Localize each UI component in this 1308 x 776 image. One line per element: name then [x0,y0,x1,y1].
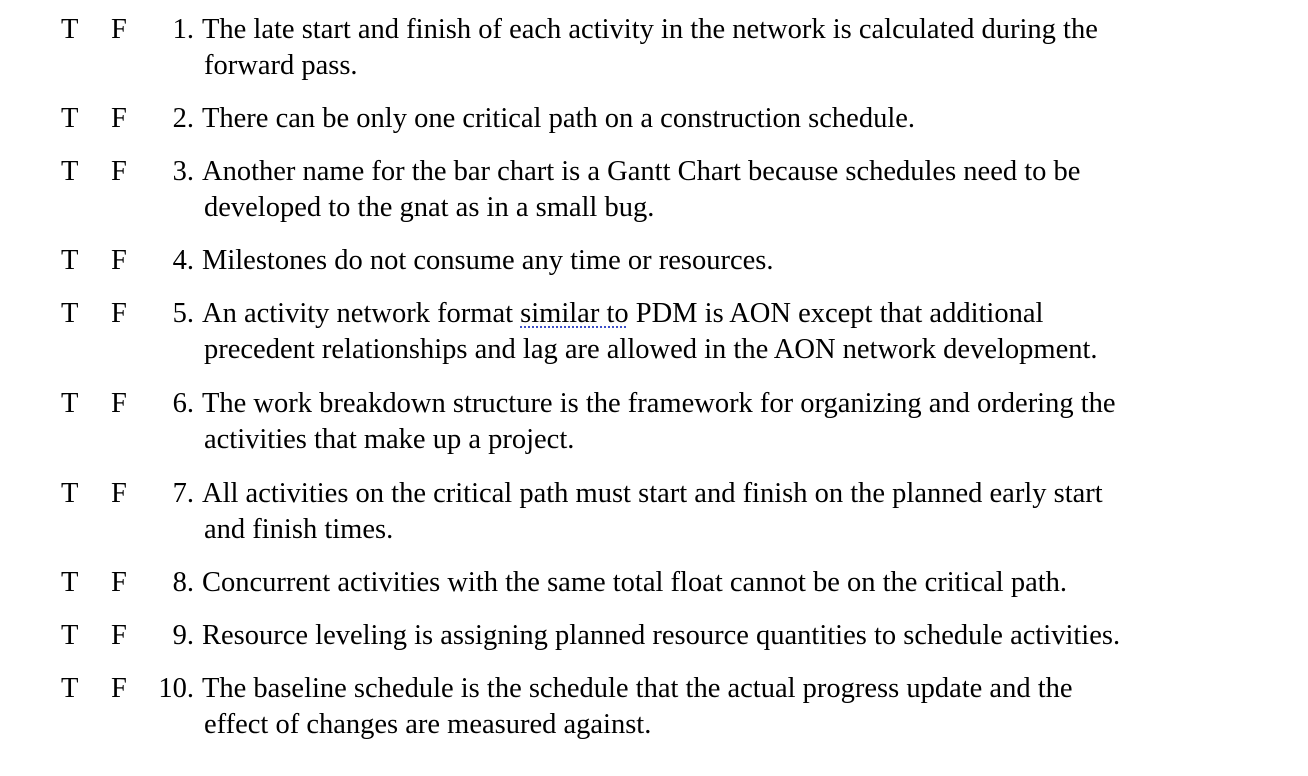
question-text [202,296,1262,368]
question-text-fragment: PDM is AON except that additional [628,298,1044,329]
question-line: and finish times. [204,514,394,545]
question-text [202,476,1262,548]
question-line [202,296,1262,332]
question-number: 4. [172,245,194,276]
question-number: 6. [172,388,194,419]
true-option[interactable]: T [61,156,79,187]
question-line: activities that make up a project. [204,424,575,455]
question-number: 10. [158,673,194,704]
question-number: 1. [172,14,194,45]
true-option[interactable]: T [61,388,79,419]
true-option[interactable]: T [61,14,79,45]
question-number: 5. [172,298,194,329]
true-option[interactable]: T [61,245,79,276]
question-line: Milestones do not consume any time or resources. [202,245,774,276]
false-option[interactable]: F [111,298,127,329]
question-line: Concurrent activities with the same total float cannot be on the critical path. [202,567,1068,598]
question-text [202,671,1262,743]
false-option[interactable]: F [111,620,127,651]
false-option[interactable]: F [111,673,127,704]
false-option[interactable]: F [111,478,127,509]
question-text [202,12,1262,84]
question-line: The late start and finish of each activity in the network is calculated during the [202,14,1098,45]
false-option[interactable]: F [111,567,127,598]
question-line: The work breakdown structure is the framework for organizing and ordering the [202,388,1116,419]
question-line: Resource leveling is assigning planned resource quantities to schedule activities. [202,620,1121,651]
question-number: 3. [172,156,194,187]
true-option[interactable]: T [61,567,79,598]
question-text [202,101,1262,137]
false-option[interactable]: F [111,388,127,419]
question-number: 8. [172,567,194,598]
true-option[interactable]: T [61,673,79,704]
question-text [202,386,1262,458]
spelling-marked-phrase[interactable]: similar to [520,298,629,329]
false-option[interactable]: F [111,103,127,134]
question-line: The baseline schedule is the schedule that the actual progress update and the [202,673,1073,704]
question-line: There can be only one critical path on a construction schedule. [202,103,916,134]
question-line: Another name for the bar chart is a Gantt Chart because schedules need to be [202,156,1081,187]
true-option[interactable]: T [61,478,79,509]
question-text-fragment: An activity network format [202,298,521,329]
false-option[interactable]: F [111,156,127,187]
true-option[interactable]: T [61,620,79,651]
question-line: forward pass. [204,50,358,81]
false-option[interactable]: F [111,245,127,276]
question-text [202,154,1262,226]
question-text [202,618,1262,654]
true-option[interactable]: T [61,298,79,329]
question-number: 9. [172,620,194,651]
question-number: 7. [172,478,194,509]
question-text [202,243,1262,279]
question-text [202,565,1262,601]
true-option[interactable]: T [61,103,79,134]
question-line: All activities on the critical path must start and finish on the planned early start [202,478,1103,509]
question-line: developed to the gnat as in a small bug. [204,192,655,223]
question-number: 2. [172,103,194,134]
question-line: effect of changes are measured against. [204,709,652,740]
question-line: precedent relationships and lag are allowed in the AON network development. [204,334,1098,365]
false-option[interactable]: F [111,14,127,45]
